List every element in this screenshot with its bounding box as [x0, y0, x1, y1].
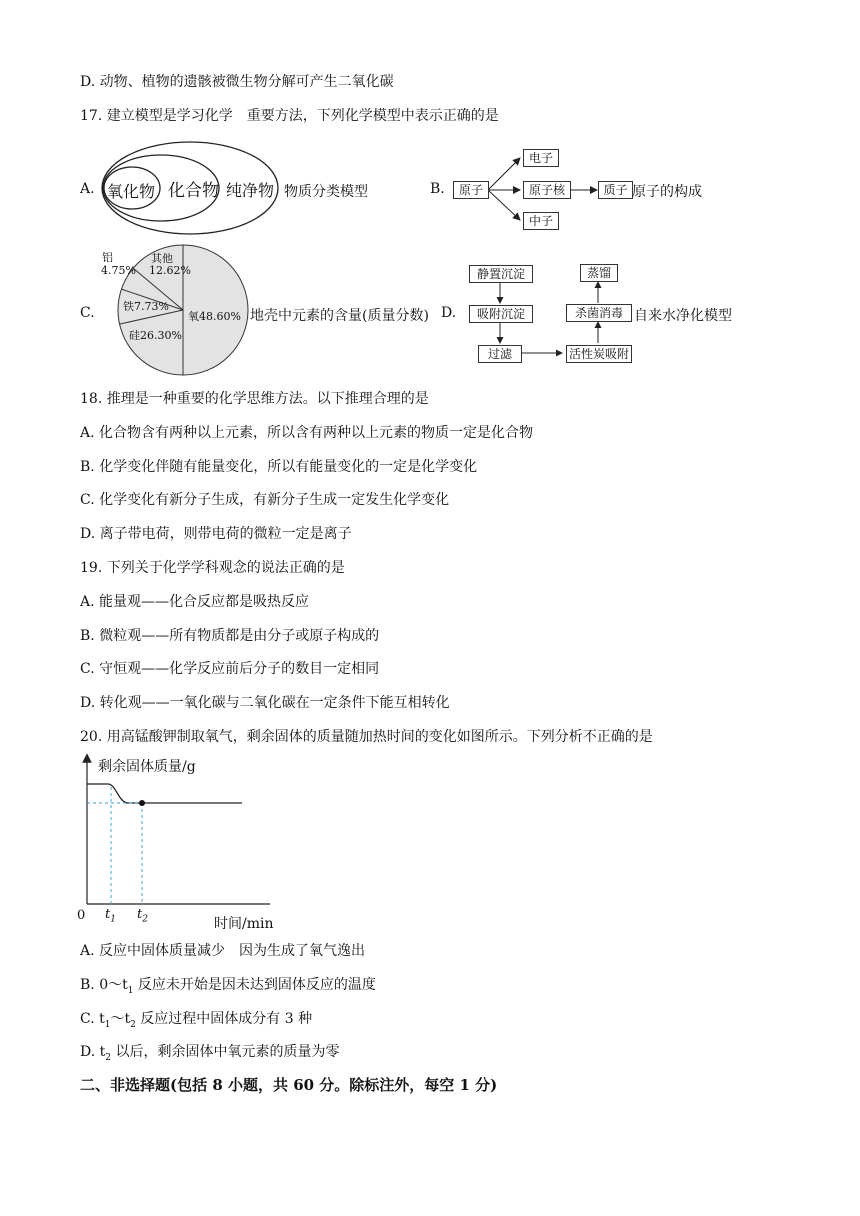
q19-option-b: B. 微粒观——所有物质都是由分子或原子构成的: [80, 628, 380, 644]
q17-d-letter: D.: [441, 305, 457, 321]
chart-xlabel: 时间/min: [214, 916, 274, 932]
q17-b-letter: B.: [430, 181, 445, 197]
other-label: 其他: [151, 252, 173, 265]
q20-stem: 20. 用高锰酸钾制取氧气，剩余固体的质量随加热时间的变化如图所示。下列分析不正确的是: [80, 729, 653, 745]
iron-label: 铁7.73%: [123, 300, 169, 313]
compound-label: 化合物: [168, 181, 219, 201]
q17-c-caption: 地壳中元素的含量(质量分数): [250, 308, 429, 324]
chart-ylabel: 剩余固体质量/g: [98, 756, 196, 776]
t2-point: [139, 800, 145, 806]
q18-option-c: C. 化学变化有新分子生成，有新分子生成一定发生化学变化: [80, 492, 450, 508]
activated-carbon-box: 活性炭吸附: [566, 345, 632, 363]
aluminum-label: 铝: [102, 251, 113, 264]
q20-option-d: D. $t_2$ 以后，剩余固体中氧元素的质量为零: [80, 1044, 340, 1063]
other-value: 12.62%: [149, 264, 191, 277]
q17-b-caption: 原子的构成: [632, 184, 702, 200]
filtration-box: 过滤: [478, 345, 522, 363]
neutron-box: 中子: [523, 212, 559, 230]
aluminum-value: 4.75%: [101, 264, 136, 277]
proton-box: 质子: [598, 181, 633, 199]
q17-a-caption: 物质分类模型: [284, 184, 368, 200]
distillation-box: 蒸馏: [580, 264, 618, 282]
q18-option-a: A. 化合物含有两种以上元素，所以含有两种以上元素的物质一定是化合物: [80, 425, 534, 441]
q20-option-c: C. $t_1\sim t_2$ 反应过程中固体成分有 3 种: [80, 1011, 313, 1030]
q18-option-d: D. 离子带电荷，则带电荷的微粒一定是离子: [80, 526, 352, 542]
electron-box: 电子: [523, 149, 559, 167]
q20-option-a: A. 反应中固体质量减少 因为生成了氧气逸出: [80, 943, 366, 959]
oxide-label: 氧化物: [107, 182, 156, 201]
q17-c-letter: C.: [80, 305, 95, 321]
q18-option-b: B. 化学变化伴随有能量变化，所以有能量变化的一定是化学变化: [80, 459, 478, 475]
q19-option-c: C. 守恒观——化学反应前后分子的数目一定相同: [80, 661, 380, 677]
tick-t1: $t_1$: [105, 907, 116, 925]
silicon-label: 硅26.30%: [129, 329, 182, 342]
section-2-heading: 二、非选择题(包括 8 小题，共 60 分。除标注外，每空 1 分): [80, 1076, 498, 1094]
q19-stem: 19. 下列关于化学学科观念的说法正确的是: [80, 560, 345, 576]
static-settling-box: 静置沉淀: [469, 265, 533, 283]
q19-option-a: A. 能量观——化合反应都是吸热反应: [80, 594, 310, 610]
chart-origin: 0: [77, 908, 86, 923]
q16-option-d: D. 动物、植物的遗骸被微生物分解可产生二氧化碳: [80, 74, 394, 90]
q20-option-b: B. $0\sim t_1$ 反应未开始是因未达到固体反应的温度: [80, 977, 376, 996]
pure-substance-label: 纯净物: [226, 181, 275, 200]
q17-a-letter: A.: [80, 181, 95, 197]
mass-curve: [87, 784, 242, 803]
atom-box: 原子: [453, 181, 489, 199]
q19-option-d: D. 转化观——一氧化碳与二氧化碳在一定条件下能互相转化: [80, 695, 450, 711]
disinfection-box: 杀菌消毒: [566, 304, 632, 322]
q17-d-caption: 自来水净化模型: [634, 308, 732, 324]
q17-stem: 17. 建立模型是学习化学 重要方法，下列化学模型中表示正确的是: [80, 108, 499, 124]
oxygen-label: 氧48.60%: [188, 310, 241, 323]
nucleus-box: 原子核: [523, 181, 571, 199]
tick-t2: $t_2$: [137, 907, 148, 925]
adsorption-settling-box: 吸附沉淀: [469, 305, 533, 323]
q18-stem: 18. 推理是一种重要的化学思维方法。以下推理合理的是: [80, 391, 429, 407]
